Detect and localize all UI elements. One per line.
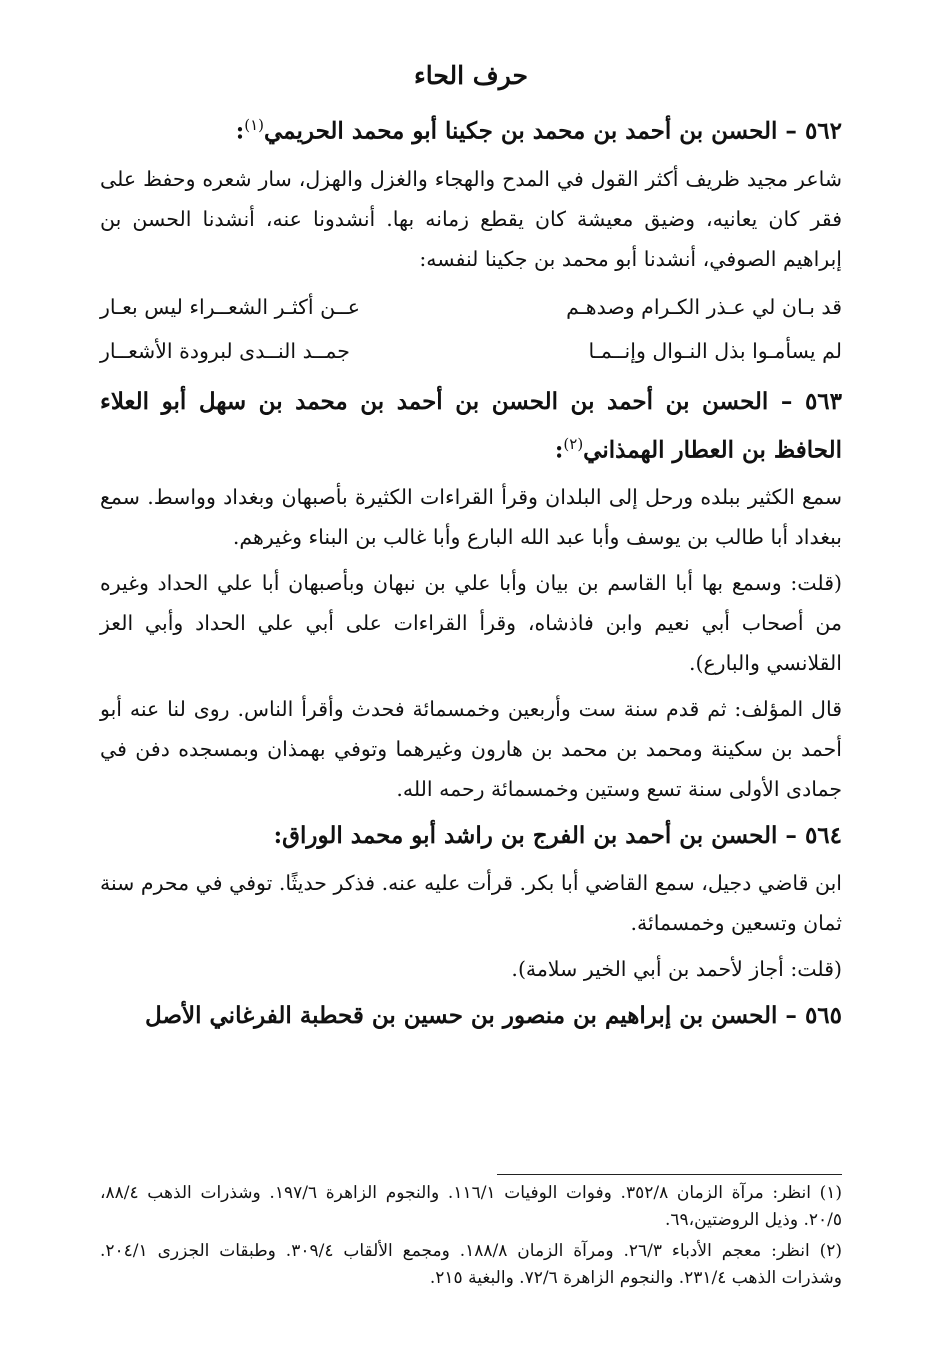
entry-heading-563	[100, 381, 842, 472]
paragraph: سمع الكثير ببلده ورحل إلى البلدان وقرأ القراءات الكثيرة بأصبهان وبغداد وواسط. سمع ببغداد أبا طالب بن يوسف وأبا عبد الله البارع وأبا غالب بن البناء وغيرهم.	[100, 485, 842, 550]
poem-hemistich: لم يسأمـوا بذل النـوال وإنــمـا	[588, 338, 842, 363]
footnote-1: (١) انظر: مرآة الزمان ٣٥٢/٨. وفوات الوفيات ١١٦/١. والنجوم الزاهرة ١٩٧/٦. وشذرات الذهب ٨٨/٤، ٢٠/٥. وذيل الروضتين،٦٩.	[100, 1183, 842, 1230]
footnotes	[100, 1180, 842, 1296]
heading-colon: :	[554, 436, 564, 464]
heading-colon: :	[235, 117, 245, 145]
poem	[100, 285, 842, 373]
entry-heading-565: ٥٦٥ – الحسن بن إبراهيم بن منصور بن حسين بن قحطبة الفرغاني الأصل	[145, 1002, 842, 1030]
poem-hemistich: عــن أكثـر الشعــراء ليس بعـار	[100, 294, 360, 319]
poem-hemistich: جمــد النــدى لبرودة الأشعــار	[100, 338, 350, 363]
paragraph: ابن قاضي دجيل، سمع القاضي أبا بكر. قرأت عليه عنه. فذكر حديثًا. توفي في محرم سنة ثمان وتسعين وخمسمائة.	[100, 871, 842, 936]
poem-line	[100, 329, 842, 373]
paragraph: (قلت: وسمع بها أبا القاسم بن بيان وأبا علي بن نبهان وبأصبهان أبا علي الحداد وغيره من أصحاب أبي نعيم وابن فاذشاه، وقرأ القراءات على أبي علي الحداد وأبي العز القلانسي والبارع).	[100, 571, 842, 676]
paragraph: (قلت: أجاز لأحمد بن أبي الخير سلامة).	[511, 957, 842, 982]
entry-heading-562	[100, 104, 842, 153]
entry-heading-text: ٥٦٣ – الحسن بن أحمد بن الحسن بن أحمد بن محمد بن سهل أبو العلاء الحافظ بن العطار الهمذاني	[100, 387, 842, 464]
footnote-separator	[497, 1174, 842, 1175]
footnote-ref: (١)	[244, 116, 265, 134]
entry-heading-text: ٥٦٢ – الحسن بن أحمد بن محمد بن جكينا أبو محمد الحريمي	[264, 117, 842, 145]
chapter-title: حرف الحاء	[414, 61, 528, 90]
poem-hemistich: قد بـان لي عـذر الكـرام وصدهـم	[566, 294, 842, 319]
poem-line	[100, 285, 842, 329]
paragraph: قال المؤلف: ثم قدم سنة ست وأربعين وخمسمائة فحدث وأقرأ الناس. روى لنا عنه أبو أحمد بن سكينة ومحمد بن محمد بن هارون وغيرهما وتوفي بهمذان وبمسجده دفن في جمادى الأولى سنة تسع وستين وخمسمائة رحمه الله.	[100, 697, 842, 802]
footnote-2: (٢) انظر: معجم الأدباء ٢٦/٣. ومرآة الزمان ١٨٨/٨. ومجمع الألقاب ٣٠٩/٤. وطبقات الجزرى ٢٠٤/١. وشذرات الذهب ٢٣١/٤. والنجوم الزاهرة ٧٢/٦. والبغية ٢١٥.	[100, 1241, 843, 1288]
footnote-ref: (٢)	[563, 434, 584, 453]
entry-heading-564: ٥٦٤ – الحسن بن أحمد بن الفرج بن راشد أبو محمد الوراق:	[273, 822, 842, 850]
paragraph: شاعر مجيد ظريف أكثر القول في المدح والهجاء والغزل والهزل، سار شعره وحفظ على فقر كان يعانيه، وضيق معيشة كان يقطع زمانه بها. أنشدونا عنه، أنشدنا الحسن بن إبراهيم الصوفي، أنشدنا أبو محمد بن جكينا لنفسه:	[100, 166, 842, 271]
